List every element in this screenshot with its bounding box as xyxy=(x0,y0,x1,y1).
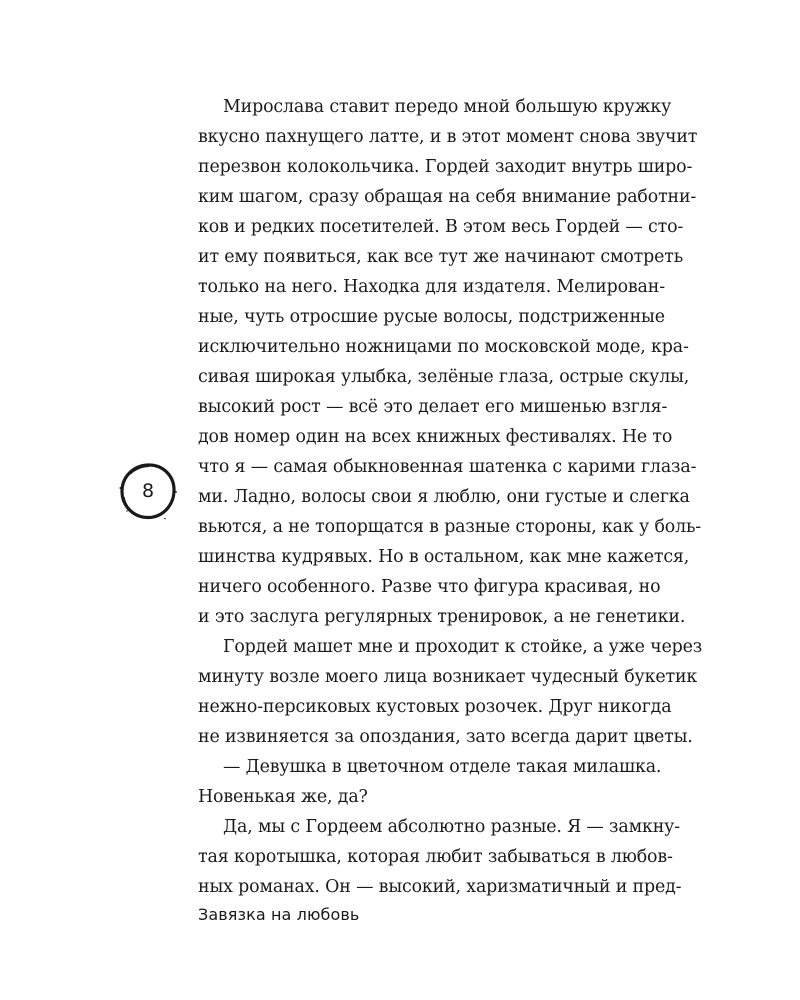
page-number: 8 xyxy=(141,480,155,502)
text-line: сивая широкая улыбка, зелёные глаза, острые скулы, xyxy=(198,367,690,387)
text-line: ким шагом, сразу обращая на себя внимание работни- xyxy=(198,187,697,207)
page-number-badge xyxy=(118,461,178,521)
text-line: шинства кудрявых. Но в остальном, как мне кажется, xyxy=(198,547,690,567)
text-line: и это заслуга регулярных тренировок, а не генетики. xyxy=(198,607,686,627)
text-line: Гордей машет мне и проходит к стойке, а уже через xyxy=(223,637,703,657)
text-line: Мирослава ставит передо мной большую кружку xyxy=(223,97,672,117)
text-line: перезвон колокольчика. Гордей заходит внутрь широ- xyxy=(198,157,693,177)
text-line: вкусно пахнущего латте, и в этот момент снова звучит xyxy=(198,127,698,147)
text-line: дов номер один на всех книжных фестивалях. Не то xyxy=(198,427,673,447)
text-line: ков и редких посетителей. В этом весь Гордей — сто- xyxy=(198,217,684,237)
text-line: ми. Ладно, волосы свои я люблю, они густые и слегка xyxy=(198,487,690,507)
running-footer-title: Завязка на любовь xyxy=(198,905,360,924)
text-line: Новенькая же, да? xyxy=(198,787,368,807)
text-line: ные, чуть отросшие русые волосы, подстриженные xyxy=(198,307,665,327)
text-line: ных романах. Он — высокий, харизматичный и пред- xyxy=(198,877,682,897)
text-line: высокий рост — всё это делает его мишенью взгля- xyxy=(198,397,668,417)
text-line: что я — самая обыкновенная шатенка с карими глаза- xyxy=(198,457,697,477)
text-line: не извиняется за опоздания, зато всегда дарит цветы. xyxy=(198,727,693,747)
text-line: Да, мы с Гордеем абсолютно разные. Я — замкну- xyxy=(223,817,680,837)
body-text xyxy=(198,92,703,902)
text-line: минуту возле моего лица возникает чудесный букетик xyxy=(198,667,698,687)
text-line: ничего особенного. Разве что фигура красивая, но xyxy=(198,577,661,597)
text-line: только на него. Находка для издателя. Мелирован- xyxy=(198,277,665,297)
text-line: ит ему появиться, как все тут же начинают смотреть xyxy=(198,247,684,267)
text-line: исключительно ножницами по московской моде, кра- xyxy=(198,337,689,357)
text-line: — Девушка в цветочном отделе такая милашка. xyxy=(223,757,662,777)
text-line: тая коротышка, которая любит забываться в любов- xyxy=(198,847,673,867)
text-line: нежно-персиковых кустовых розочек. Друг никогда xyxy=(198,697,672,717)
text-line: вьются, а не топорщатся в разные стороны, как у боль- xyxy=(198,517,702,537)
